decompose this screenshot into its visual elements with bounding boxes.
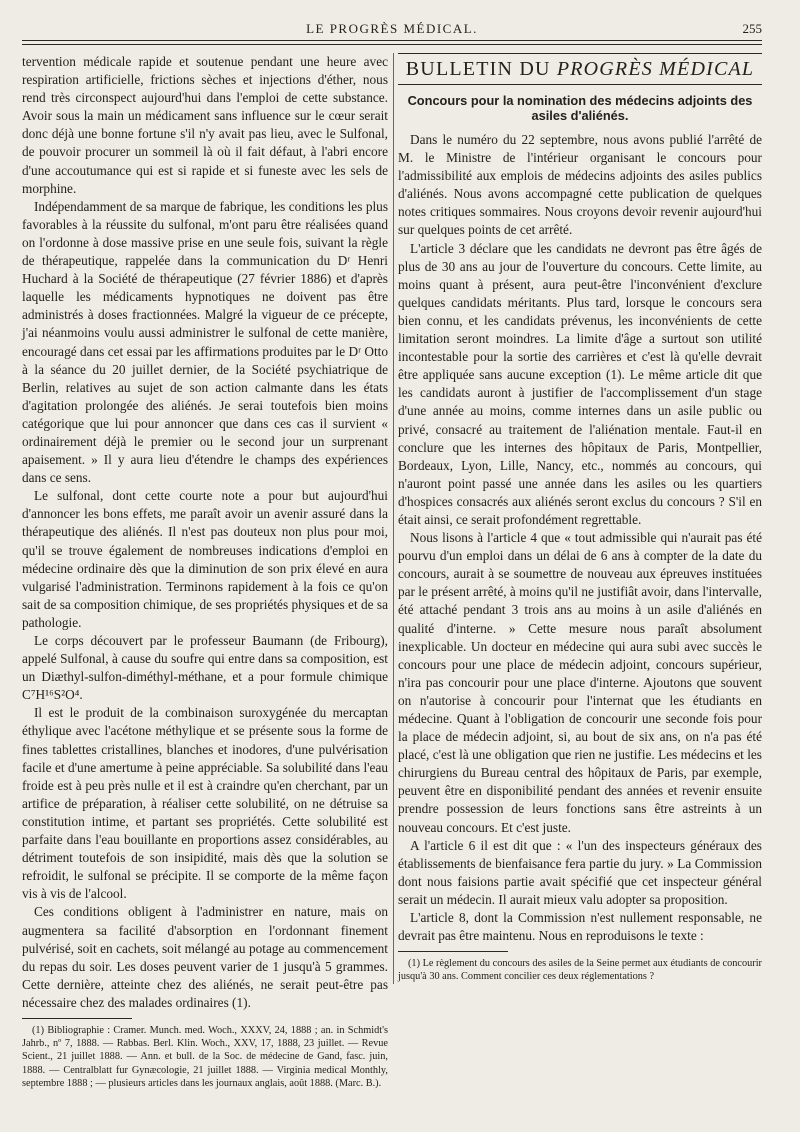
- paragraph: Nous lisons à l'article 4 que « tout admissible qui n'aurait pas été pourvu d'un emploi dans un délai de 6 ans à compter de la date du concours, aurait à se soumettre de nouveau aux épreuves instituées par le présent arrêté, à moins qu'il ne justifiât avoir, dans l'intervalle, été attaché pendant 3 trois ans au moins à un asile d'aliénés en qualité d'interne. » Cette mesure nous paraît absolument inexplicable. Un docteur en médecine qui aura subi avec succès le concours pour une place de médecin adjoint, concours supérieur, n'ira pas concourir pour une place d'interne. Ajoutons que souvent on n'autorise à concourir pour l'internat que les étudiants en médecine. Quant à l'obligation de concourir une seconde fois pour la place de médecin adjoint, si, au bout de six ans, on n'a pas été placé, c'est là une obligation que rien ne justifie. Les médecins et les chirurgiens du Bureau central des hôpitaux de Paris, par exemple, peuvent être en disponibilité pendant des années et revenir ensuite prendre possession de leurs fonctions sans être astreints à un nouveau concours. Et c'est juste.: [398, 530, 762, 835]
- footnote-rule: [22, 1018, 132, 1019]
- paragraph: Ces conditions obligent à l'administrer en nature, mais on augmentera sa facilité d'absorption en l'ordonnant finement pulvérisé, soit en cachets, soit mélangé au potage au commencement du repas du soir. Les doses peuvent varier de 1 jusqu'à 5 grammes. Cette dernière, atteinte chez des aliénés, ne serait peut-être pas nécessaire chez des malades ordinaires (1).: [22, 904, 388, 1010]
- footnote: (1) Bibliographie : Cramer. Munch. med. Woch., XXXV, 24, 1888 ; an. in Schmidt's Jahrb., nº 7, 1888. — Rabbas. Berl. Klin. Woch., XXV, 17, 1888, 23 juillet. — Revue Scient., 21 juillet 1888. — Ann. et bull. de la Soc. de médecine de Gand, fasc. juin, 1888. — Centralblatt fur Gynæcologie, 21 juillet 1888. — Virginia medical Monthly, septembre 1888 ; — plusieurs articles dans les journaux anglais, août 1888. (Marc. B.).: [22, 1024, 388, 1089]
- paragraph: L'article 3 déclare que les candidats ne devront pas être âgés de plus de 30 ans au jour de l'ouverture du concours. Cette limite, au moins quant à présent, aura peut-être l'inconvénient d'exclure quelques candidats méritants. Plus tard, lorsque le concours sera bien connu, et les candidats prévenus, les inconvénients de cette limitation seront moindres. La limite d'âge a surtout son utilité incontestable pour la sortie des carrières et c'est là qu'elle devrait être appliquée sans aucune exception (1). Le même article dit que les candidats auront à justifier de l'accomplissement d'un stage d'une année au moins, comme internes dans un asile public ou privé, consacré au traitement de l'aliénation mentale. Faut-il en conclure que les internes des hôpitaux de Paris, Montpellier, Bordeaux, Lyon, Lille, Nancy, etc., nommés au concours, qui n'auront point passé une année dans les asiles ou les quartiers d'hospices consacrés aux aliénés seront exclus du concours ? S'il en était ainsi, ce serait profondément regrettable.: [398, 240, 762, 527]
- header-rule-thin: [22, 44, 762, 45]
- paragraph: Le corps découvert par le professeur Baumann (de Fribourg), appelé Sulfonal, à cause du soufre qui entre dans sa composition, est un Diæthyl-sulfon-diméthyl-méthane, et a pour formule chimique C⁷H¹⁶S²O⁴.: [22, 633, 388, 703]
- bulletin-banner: [398, 53, 762, 85]
- footnote-rule: [398, 951, 508, 952]
- footnote: (1) Le règlement du concours des asiles de la Seine permet aux étudiants de concourir jusqu'à 30 ans. Comment concilier ces deux réglementations ?: [398, 958, 762, 983]
- left-column: [22, 53, 388, 1090]
- right-column: [398, 53, 762, 984]
- paragraph: tervention médicale rapide et soutenue pendant une heure avec respiration artificielle, frictions sèches et injections d'éther, nous rend très circonspect aujourd'hui dans l'emploi de cette substance. Avoir sous la main un médicament sans influence sur le cœur serait donc déjà une bonne fortune s'il n'y avait pas lieu, avec le Sulfonal, de pouvoir procurer un sommeil là où il fait défaut, à l'abri encore d'une accoutumance qui est si rapide et si funeste avec les sels de morphine.: [22, 54, 388, 196]
- page-header: [22, 20, 762, 40]
- paragraph: A l'article 6 il est dit que : « l'un des inspecteurs généraux des établissements de bienfaisance fera partie du jury. » La Commission dont nous faisions partie avait spécifié que cet inspecteur général serait un médecin. Il aurait mieux valu adopter sa proposition.: [398, 837, 762, 907]
- page-number: 255: [742, 21, 762, 36]
- paragraph: Il est le produit de la combinaison suroxygénée du mercaptan éthylique avec l'acétone méthylique et se présente sous la forme de fines tablettes cristallines, blanches et inodores, d'une pulvérisation facile et d'une amertume à peine appréciable. Sa solubilité dans l'eau froide est à peu près nulle et il est à craindre qu'en cherchant, par un artifice de préparation, à réaliser cette solubilité, on ne détruise sa constitution intime, et partant ses propriétés. Cette solubilité est parfaite dans l'eau bouillante en proportions assez considérables, au détriment toutefois de son insipidité, mais dès que la solution se refroidit, le sulfonal se précipite. Il se comporte de la même façon vis à vis de l'alcool.: [22, 705, 388, 902]
- header-rule: [22, 40, 762, 41]
- bulletin-title: BULLETIN DU PROGRÈS MÉDICAL: [405, 58, 755, 80]
- column-divider: [393, 53, 394, 984]
- paragraph: Dans le numéro du 22 septembre, nous avons publié l'arrêté de M. le Ministre de l'intérieur organisant le concours pour l'admissibilité aux emplois de médecins adjoints des asiles publics d'aliénés. Nous avons accompagné cette publication de quelques notes critiques sommaires. Nous croyons devoir revenir aujourd'hui sur quelques points de cet arrêté.: [398, 132, 762, 238]
- paragraph: Indépendamment de sa marque de fabrique, les conditions les plus favorables à la réussite du sulfonal, m'ont paru être réalisées quand on l'ordonne à dose massive prise en une seule fois, suivant la règle de thérapeutique, rappelée dans la communication du Dʳ Henri Huchard à la Société de thérapeutique (27 février 1886) et d'après laquelle les médicaments hypnotiques ne doivent pas être administrés à doses fractionnées. Malgré la vigueur de ce précepte, j'ai néanmoins voulu aussi administrer le sulfonal de cette manière, encouragé dans cet essai par les affirmations produites par le Dʳ Otto à la séance du 20 juillet dernier, de la Société psychiatrique de Berlin, relatives au sujet de son action calmante dans les états d'agitation prolongée des aliénés. Je serai toutefois bien moins catégorique que lui pour annoncer que dans ces cas il survient « ordinairement déjà le premier ou le second jour un surprenant apaisement. » Il y aura lieu d'étendre le champs des expériences dans ce sens.: [22, 198, 388, 486]
- paragraph: L'article 8, dont la Commission n'est nullement responsable, ne devrait pas être maintenu. Nous en reproduisons le texte :: [398, 910, 762, 944]
- article-subheading: Concours pour la nomination des médecins adjoints des asiles d'aliénés.: [407, 93, 753, 123]
- journal-title: LE PROGRÈS MÉDICAL.: [306, 21, 478, 36]
- paragraph: Le sulfonal, dont cette courte note a pour but aujourd'hui d'annoncer les bons effets, me paraît avoir un avenir assuré dans la thérapeutique des aliénés. Il n'est pas douteux non plus pour moi, qu'il se trouve également de nombreuses indications d'emploi en médecine ordinaire dès que la diminution de son prix élevé en aura vulgarisé l'administration. Terminons rapidement à la fois ce qu'on sait de sa composition chimique, de ses propriétés physiques et de sa pathologie.: [22, 488, 388, 630]
